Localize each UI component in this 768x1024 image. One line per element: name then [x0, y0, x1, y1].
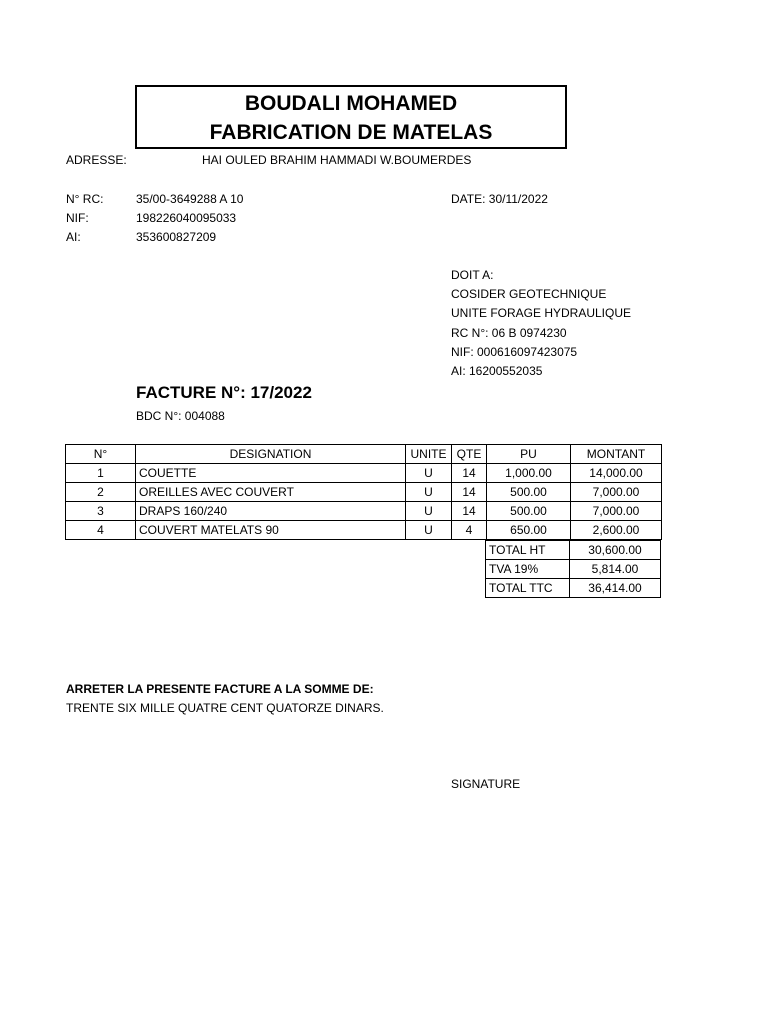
- signature-label: SIGNATURE: [451, 777, 521, 791]
- cell-designation: DRAPS 160/240: [136, 502, 406, 521]
- cell-pu: 1,000.00: [487, 464, 571, 483]
- amount-in-words: TRENTE SIX MILLE QUATRE CENT QUATORZE DINARS.: [66, 701, 384, 715]
- cell-qte: 4: [452, 521, 487, 540]
- client-nif: NIF: 000616097423075: [451, 345, 578, 359]
- tva-row: [486, 560, 661, 579]
- rc-label: N° RC:: [66, 192, 104, 206]
- table-row: [66, 521, 662, 540]
- ai-label: AI:: [66, 230, 81, 244]
- cell-qte: 14: [452, 502, 487, 521]
- address-label: ADRESSE:: [66, 153, 127, 167]
- bdc-number: BDC N°: 004088: [136, 409, 225, 423]
- company-activity: FABRICATION DE MATELAS: [209, 121, 493, 144]
- cell-unite: U: [406, 483, 452, 502]
- totals-table: [485, 540, 661, 598]
- col-header-unite: UNITE: [406, 445, 452, 464]
- rc-value: 35/00-3649288 A 10: [136, 192, 244, 206]
- cell-designation: COUETTE: [136, 464, 406, 483]
- total-ttc-label: TOTAL TTC: [486, 579, 570, 598]
- col-header-pu: PU: [487, 445, 571, 464]
- doit-a-label: DOIT A:: [451, 268, 494, 282]
- table-row: [66, 464, 662, 483]
- total-ht-label: TOTAL HT: [486, 541, 570, 560]
- address-value: HAI OULED BRAHIM HAMMADI W.BOUMERDES: [202, 153, 472, 167]
- cell-unite: U: [406, 521, 452, 540]
- cell-montant: 2,600.00: [571, 521, 662, 540]
- client-unit: UNITE FORAGE HYDRAULIQUE: [451, 306, 632, 320]
- ai-value: 353600827209: [136, 230, 217, 244]
- items-table: [65, 444, 662, 540]
- cell-pu: 650.00: [487, 521, 571, 540]
- nif-value: 198226040095033: [136, 211, 237, 225]
- tva-label: TVA 19%: [486, 560, 570, 579]
- col-header-designation: DESIGNATION: [136, 445, 406, 464]
- cell-qte: 14: [452, 464, 487, 483]
- cell-qte: 14: [452, 483, 487, 502]
- cell-pu: 500.00: [487, 483, 571, 502]
- cell-number: 1: [66, 464, 136, 483]
- tva-value: 5,814.00: [570, 560, 661, 579]
- arreter-label: ARRETER LA PRESENTE FACTURE A LA SOMME DE:: [66, 682, 374, 696]
- col-header-montant: MONTANT: [571, 445, 662, 464]
- cell-designation: OREILLES AVEC COUVERT: [136, 483, 406, 502]
- invoice-title: FACTURE N°: 17/2022: [136, 383, 312, 402]
- table-row: [66, 483, 662, 502]
- cell-number: 2: [66, 483, 136, 502]
- cell-montant: 7,000.00: [571, 502, 662, 521]
- cell-number: 3: [66, 502, 136, 521]
- col-header-qte: QTE: [452, 445, 487, 464]
- total-ttc-value: 36,414.00: [570, 579, 661, 598]
- company-name: BOUDALI MOHAMED: [244, 92, 458, 115]
- total-ht-value: 30,600.00: [570, 541, 661, 560]
- total-ttc-row: [486, 579, 661, 598]
- client-ai: AI: 16200552035: [451, 364, 543, 378]
- cell-montant: 7,000.00: [571, 483, 662, 502]
- table-row: [66, 502, 662, 521]
- cell-number: 4: [66, 521, 136, 540]
- company-header-box: [135, 85, 567, 149]
- cell-unite: U: [406, 464, 452, 483]
- client-name: COSIDER GEOTECHNIQUE: [451, 287, 607, 301]
- cell-designation: COUVERT MATELATS 90: [136, 521, 406, 540]
- nif-label: NIF:: [66, 211, 89, 225]
- total-ht-row: [486, 541, 661, 560]
- table-header-row: [66, 445, 662, 464]
- cell-montant: 14,000.00: [571, 464, 662, 483]
- cell-unite: U: [406, 502, 452, 521]
- col-header-number: N°: [66, 445, 136, 464]
- invoice-date: DATE: 30/11/2022: [451, 192, 548, 206]
- client-rc: RC N°: 06 B 0974230: [451, 326, 567, 340]
- cell-pu: 500.00: [487, 502, 571, 521]
